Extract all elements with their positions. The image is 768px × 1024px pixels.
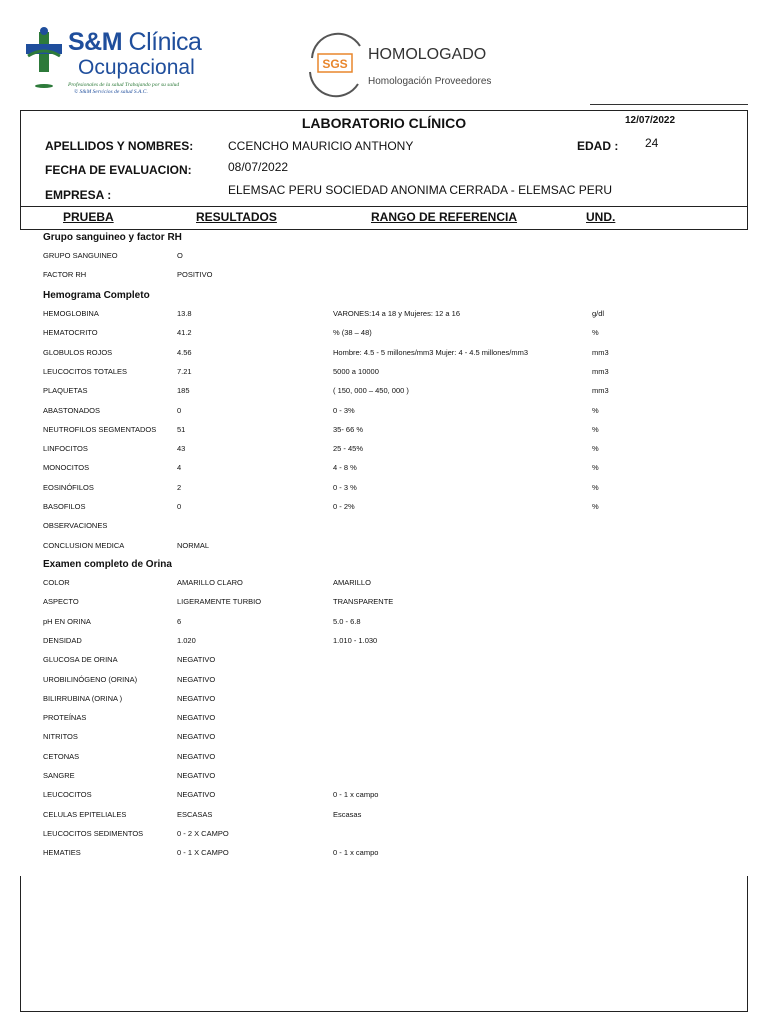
name-label: APELLIDOS Y NOMBRES: <box>45 139 194 153</box>
test-result: 2 <box>177 482 182 492</box>
table-row <box>0 521 768 540</box>
reference-range: 1.010 - 1.030 <box>333 635 378 645</box>
colhead-left <box>20 206 21 230</box>
table-row <box>0 444 768 463</box>
test-name: FACTOR RH <box>43 270 87 280</box>
unit: % <box>592 463 599 473</box>
unit: g/dl <box>592 309 605 318</box>
col-unit: UND. <box>586 210 616 224</box>
test-name: ASPECTO <box>43 597 79 607</box>
company-value: ELEMSAC PERU SOCIEDAD ANONIMA CERRADA - ELEMSAC PERU <box>228 183 613 197</box>
table-row <box>0 617 768 636</box>
test-result: 41.2 <box>177 328 192 338</box>
homologacion-text: Homologación Proveedores <box>368 76 492 87</box>
col-test: PRUEBA <box>63 210 114 224</box>
unit: mm3 <box>592 386 609 396</box>
reference-range: 5000 a 10000 <box>333 366 379 376</box>
table-row <box>0 713 768 732</box>
test-name: CETONAS <box>43 751 80 761</box>
reference-range: Hombre: 4.5 - 5 millones/mm3 Mujer: 4 - 4.5 millones/mm3 <box>333 347 529 357</box>
table-row <box>0 675 768 694</box>
test-name: SANGRE <box>43 771 75 780</box>
test-result: NEGATIVO <box>177 674 216 684</box>
section-title: Examen completo de Orina <box>43 559 172 570</box>
reference-range: 35- 66 % <box>333 424 364 434</box>
reference-range: 4 - 8 % <box>333 463 357 473</box>
col-results: RESULTADOS <box>196 210 277 224</box>
company-label: EMPRESA : <box>45 188 112 202</box>
eval-date-label: FECHA DE EVALUACION: <box>45 163 192 177</box>
table-row <box>0 251 768 270</box>
reference-range: 25 - 45% <box>333 444 364 454</box>
test-name: LEUCOCITOS SEDIMENTOS <box>43 828 144 838</box>
reference-range: Escasas <box>333 809 362 819</box>
test-result: NEGATIVO <box>177 693 216 703</box>
reference-range: TRANSPARENTE <box>333 597 394 607</box>
test-result: 185 <box>177 386 190 396</box>
test-result: 7.21 <box>177 366 192 376</box>
table-row <box>0 309 768 328</box>
test-result: 13.8 <box>177 309 192 318</box>
test-name: NEUTROFILOS SEGMENTADOS <box>43 424 157 434</box>
test-name: DENSIDAD <box>43 635 82 645</box>
test-result: NEGATIVO <box>177 790 216 800</box>
table-row <box>0 328 768 347</box>
reference-range: 5.0 - 6.8 <box>333 616 361 626</box>
test-name: HEMATOCRITO <box>43 328 98 338</box>
test-result: NEGATIVO <box>177 655 216 665</box>
reference-range: 0 - 1 x campo <box>333 848 379 858</box>
test-name: NITRITOS <box>43 732 78 742</box>
signature-line <box>590 104 748 105</box>
frame-top <box>20 110 748 111</box>
test-result: 0 - 1 X CAMPO <box>177 848 229 858</box>
clinic-name: Clínica <box>128 28 202 56</box>
test-name: HEMATIES <box>43 848 81 858</box>
reference-range: 0 - 1 x campo <box>333 790 379 800</box>
homologado-text: HOMOLOGADO <box>368 46 487 63</box>
table-row <box>0 752 768 771</box>
page-title: LABORATORIO CLÍNICO <box>301 115 467 131</box>
test-name: LEUCOCITOS <box>43 790 92 800</box>
reference-range: 0 - 3 % <box>333 482 357 492</box>
reference-range: AMARILLO <box>333 578 371 587</box>
table-row <box>0 829 768 848</box>
test-name: LEUCOCITOS TOTALES <box>43 366 128 376</box>
table-row <box>0 348 768 367</box>
table-row <box>0 810 768 829</box>
test-name: GLOBULOS ROJOS <box>43 347 113 357</box>
test-result: 43 <box>177 444 186 454</box>
test-result: 0 <box>177 405 182 415</box>
test-result: LIGERAMENTE TURBIO <box>177 597 262 607</box>
clinic-sub: Ocupacional <box>78 56 195 79</box>
test-result: 0 <box>177 502 182 511</box>
test-name: PLAQUETAS <box>43 386 88 396</box>
table-row <box>0 367 768 386</box>
test-name: EOSINÓFILOS <box>43 482 94 492</box>
test-result: 6 <box>177 616 182 626</box>
unit: % <box>592 424 599 434</box>
section-title: Grupo sanguineo y factor RH <box>43 232 182 243</box>
reference-range: % (38 – 48) <box>333 328 372 338</box>
test-name: CONCLUSION MEDICA <box>43 540 125 550</box>
unit: % <box>592 328 599 338</box>
unit: % <box>592 405 599 415</box>
test-name: CELULAS EPITELIALES <box>43 809 127 819</box>
test-result: ESCASAS <box>177 809 213 819</box>
header-separator <box>20 206 748 207</box>
test-result: NORMAL <box>177 540 210 550</box>
reference-range: VARONES:14 a 18 y Mujeres: 12 a 16 <box>333 309 461 318</box>
table-row <box>0 463 768 482</box>
table-row <box>0 694 768 713</box>
colhead-right <box>747 206 748 230</box>
section-title: Hemograma Completo <box>43 290 150 301</box>
test-result: NEGATIVO <box>177 732 216 742</box>
reference-range: 0 - 3% <box>333 405 355 415</box>
table-row <box>0 655 768 674</box>
clinic-company: © S&M Servicios de salud S.A.C. <box>74 89 148 95</box>
lower-left <box>20 876 21 1012</box>
table-row <box>0 406 768 425</box>
clinic-logo <box>22 26 202 100</box>
test-result: POSITIVO <box>177 270 213 280</box>
table-row <box>0 483 768 502</box>
test-name: GLUCOSA DE ORINA <box>43 655 118 665</box>
table-row <box>0 636 768 655</box>
report-date: 12/07/2022 <box>625 115 676 126</box>
test-name: UROBILINÓGENO (ORINA) <box>43 674 138 684</box>
sgs-seal-icon <box>304 26 366 102</box>
test-name: PROTEÍNAS <box>43 713 87 723</box>
reference-range: ( 150, 000 – 450, 000 ) <box>333 386 409 396</box>
test-result: NEGATIVO <box>177 751 216 761</box>
clinic-brand: S&M <box>68 28 123 56</box>
test-name: pH EN ORINA <box>43 616 91 626</box>
medical-cross-icon <box>22 26 66 90</box>
test-name: ABASTONADOS <box>43 405 100 415</box>
frame-bottom <box>20 1011 748 1012</box>
eval-date-value: 08/07/2022 <box>228 160 289 174</box>
unit: mm3 <box>592 366 609 376</box>
table-row <box>0 386 768 405</box>
table-row <box>0 425 768 444</box>
col-range: RANGO DE REFERENCIA <box>371 210 518 224</box>
test-result: 4 <box>177 463 182 473</box>
unit: % <box>592 444 599 454</box>
test-result: O <box>177 251 183 260</box>
name-value: CCENCHO MAURICIO ANTHONY <box>228 139 414 153</box>
test-result: NEGATIVO <box>177 713 216 723</box>
unit: % <box>592 502 599 511</box>
test-result: 4.56 <box>177 347 192 357</box>
table-row <box>0 790 768 809</box>
clinic-tagline: Profesionales de la salud Trabajando por su salud <box>68 82 180 88</box>
table-row <box>0 597 768 616</box>
test-name: OBSERVACIONES <box>43 521 108 531</box>
test-name: COLOR <box>43 578 70 587</box>
test-result: NEGATIVO <box>177 771 216 780</box>
test-result: AMARILLO CLARO <box>177 578 243 587</box>
test-name: MONOCITOS <box>43 463 90 473</box>
test-name: BILIRRUBINA (ORINA ) <box>43 693 123 703</box>
reference-range: 0 - 2% <box>333 502 355 511</box>
test-name: BASOFILOS <box>43 502 86 511</box>
table-row <box>0 502 768 521</box>
sgs-logo <box>304 26 492 106</box>
test-result: 0 - 2 X CAMPO <box>177 828 229 838</box>
table-row <box>0 541 768 560</box>
test-name: HEMOGLOBINA <box>43 309 99 318</box>
table-row <box>0 732 768 751</box>
unit: % <box>592 482 599 492</box>
table-row <box>0 848 768 867</box>
age-label: EDAD : <box>577 139 619 153</box>
lower-right <box>747 876 748 1012</box>
unit: mm3 <box>592 347 609 357</box>
column-separator <box>20 229 748 230</box>
age-value: 24 <box>645 136 659 150</box>
test-name: GRUPO SANGUINEO <box>43 251 118 260</box>
sgs-text: SGS <box>322 57 348 71</box>
table-row <box>0 270 768 289</box>
test-result: 51 <box>177 424 186 434</box>
table-row <box>0 771 768 790</box>
table-row <box>0 578 768 597</box>
test-result: 1.020 <box>177 635 196 645</box>
test-name: LINFOCITOS <box>43 444 88 454</box>
